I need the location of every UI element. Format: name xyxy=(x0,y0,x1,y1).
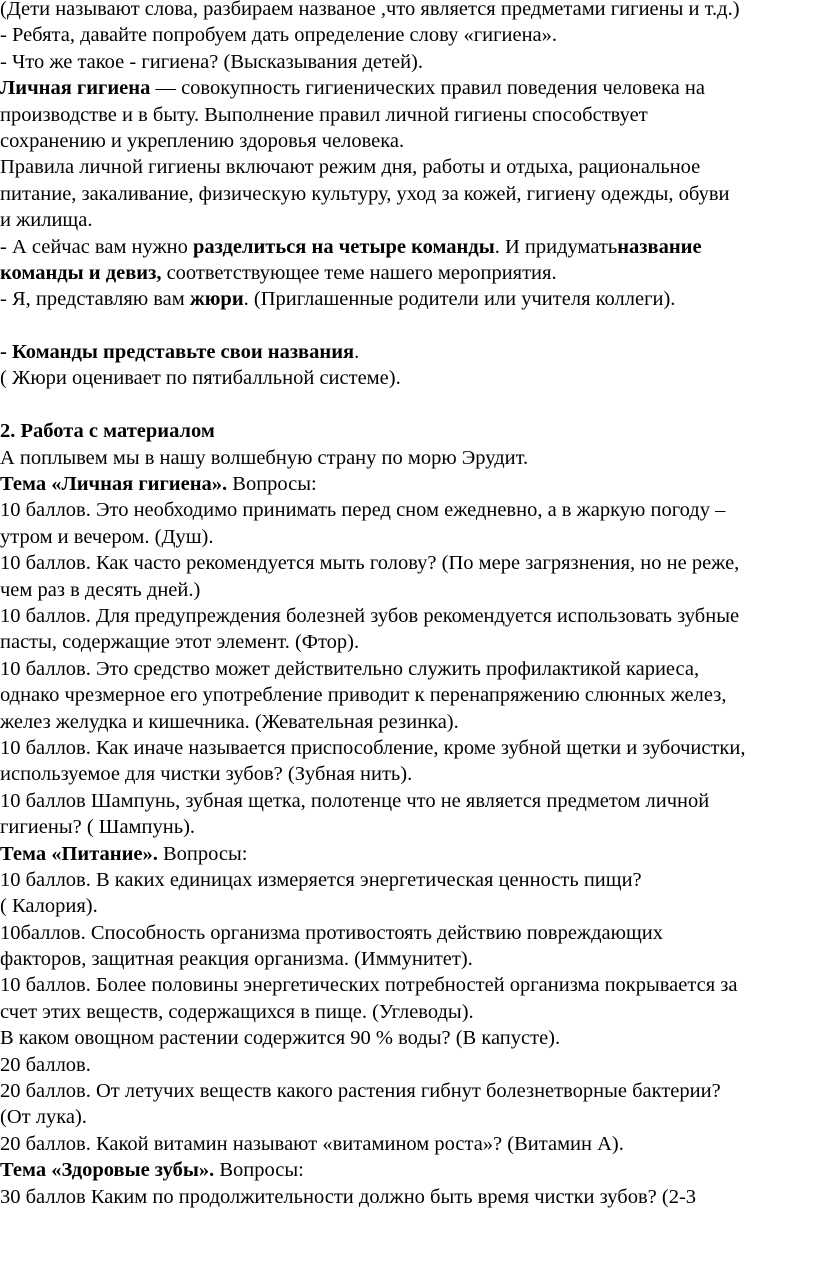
text-run: - Ребята, давайте попробуем дать определение слову «гигиена». xyxy=(0,24,558,47)
text-line xyxy=(0,365,816,391)
text-line xyxy=(0,761,816,787)
text-line xyxy=(0,920,816,946)
text-run: 20 баллов. xyxy=(0,1053,91,1076)
text-run: питание, закаливание, физическую культуру, уход за кожей, гигиену одежды, обуви xyxy=(0,182,730,205)
text-line xyxy=(0,524,816,550)
text-line xyxy=(0,814,816,840)
text-run: желез желудка и кишечника. (Жевательная резинка). xyxy=(0,710,459,733)
text-run: - Я, представляю вам xyxy=(0,288,190,311)
text-line xyxy=(0,154,816,180)
bold-text: название xyxy=(617,235,702,258)
text-line xyxy=(0,418,816,444)
text-line xyxy=(0,1078,816,1104)
text-run: Вопросы: xyxy=(227,473,317,496)
text-line xyxy=(0,49,816,75)
text-line xyxy=(0,234,816,260)
text-line xyxy=(0,603,816,629)
text-run: 20 баллов. От летучих веществ какого растения гибнут болезнетворные бактерии? xyxy=(0,1080,721,1103)
text-run: 10 баллов. Это необходимо принимать перед сном ежедневно, а в жаркую погоду – xyxy=(0,499,726,522)
text-line xyxy=(0,1184,816,1210)
text-line xyxy=(0,1025,816,1051)
text-run: однако чрезмерное его употребление приводит к перенапряжению слюнных желез, xyxy=(0,684,727,707)
text-run: . (Приглашенные родители или учителя коллеги). xyxy=(243,288,676,311)
text-run: . И придумать xyxy=(494,235,618,258)
text-run: 30 баллов Каким по продолжительности должно быть время чистки зубов? (2-3 xyxy=(0,1185,697,1208)
text-line xyxy=(0,1052,816,1078)
text-run: 20 баллов. Какой витамин называют «витамином роста»? (Витамин А). xyxy=(0,1132,624,1155)
text-run: (Дети называют слова, разбираем названое ,что является предметами гигиены и т.д.) xyxy=(0,0,740,20)
bold-text: команды и девиз, xyxy=(0,261,162,284)
text-line xyxy=(0,128,816,154)
text-line xyxy=(0,893,816,919)
text-run: А поплывем мы в нашу волшебную страну по морю Эрудит. xyxy=(0,446,529,469)
text-run: сохранению и укреплению здоровья человека. xyxy=(0,129,405,152)
text-line xyxy=(0,972,816,998)
text-run: утром и вечером. (Душ). xyxy=(0,525,214,548)
text-run: счет этих веществ, содержащихся в пище. (Углеводы). xyxy=(0,1000,474,1023)
blank-line xyxy=(0,392,816,418)
text-run: 10 баллов. Как часто рекомендуется мыть голову? (По мере загрязнения, но не реже, xyxy=(0,552,740,575)
text-line xyxy=(0,709,816,735)
text-run: чем раз в десять дней.) xyxy=(0,578,201,601)
bold-text: Тема «Личная гигиена». xyxy=(0,473,228,496)
bold-text: Тема «Питание». xyxy=(0,842,158,865)
text-line xyxy=(0,550,816,576)
text-line xyxy=(0,22,816,48)
blank-line xyxy=(0,313,816,339)
text-run: ( Калория). xyxy=(0,895,98,918)
text-line xyxy=(0,682,816,708)
text-line xyxy=(0,102,816,128)
text-run: и жилища. xyxy=(0,209,93,232)
bold-text: - Команды представьте свои названия xyxy=(0,341,355,364)
text-run: Правила личной гигиены включают режим дня, работы и отдыха, рациональное xyxy=(0,156,701,179)
text-line xyxy=(0,999,816,1025)
text-line xyxy=(0,75,816,101)
text-run: производстве и в быту. Выполнение правил личной гигиены способствует xyxy=(0,103,648,126)
text-line xyxy=(0,497,816,523)
text-run: 10 баллов Шампунь, зубная щетка, полотенце что не является предметом личной xyxy=(0,789,710,812)
text-run: 10 баллов. Как иначе называется приспособление, кроме зубной щетки и зубочистки, xyxy=(0,736,746,759)
text-line xyxy=(0,788,816,814)
text-line xyxy=(0,629,816,655)
text-run: 10баллов. Способность организма противостоять действию повреждающих xyxy=(0,921,663,944)
text-line xyxy=(0,286,816,312)
text-run: гигиены? ( Шампунь). xyxy=(0,816,196,839)
text-line xyxy=(0,656,816,682)
bold-text: 2. Работа с материалом xyxy=(0,420,215,443)
text-run: - А сейчас вам нужно xyxy=(0,235,193,258)
text-line xyxy=(0,1157,816,1183)
text-run: 10 баллов. В каких единицах измеряется энергетическая ценность пищи? xyxy=(0,868,642,891)
text-line xyxy=(0,445,816,471)
text-line xyxy=(0,207,816,233)
text-line xyxy=(0,867,816,893)
text-run: 10 баллов. Более половины энергетических потребностей организма покрывается за xyxy=(0,974,738,997)
text-run: пасты, содержащие этот элемент. (Фтор). xyxy=(0,631,360,654)
text-run: - Что же такое - гигиена? (Высказывания детей). xyxy=(0,50,424,73)
text-run: 10 баллов. Это средство может действительно служить профилактикой кариеса, xyxy=(0,657,700,680)
text-run: Вопросы: xyxy=(157,842,248,865)
text-run: 10 баллов. Для предупреждения болезней зубов рекомендуется использовать зубные xyxy=(0,604,740,627)
text-line xyxy=(0,0,816,22)
text-run: Вопросы: xyxy=(214,1159,304,1182)
text-run: . xyxy=(354,341,360,364)
text-run: (От лука). xyxy=(0,1106,87,1129)
bold-text: Личная гигиена xyxy=(0,77,151,100)
text-line xyxy=(0,471,816,497)
text-run: — совокупность гигиенических правил поведения человека на xyxy=(150,77,705,100)
bold-text: жюри xyxy=(189,288,244,311)
bold-text: Тема «Здоровые зубы». xyxy=(0,1159,215,1182)
text-line xyxy=(0,841,816,867)
text-line xyxy=(0,946,816,972)
text-line xyxy=(0,339,816,365)
text-run: факторов, защитная реакция организма. (Иммунитет). xyxy=(0,948,473,971)
text-run: используемое для чистки зубов? (Зубная нить). xyxy=(0,763,413,786)
text-line xyxy=(0,181,816,207)
text-run: соответствующее теме нашего мероприятия. xyxy=(161,261,557,284)
text-line xyxy=(0,735,816,761)
text-run: В каком овощном растении содержится 90 % воды? (В капусте). xyxy=(0,1027,561,1050)
bold-text: разделиться на четыре команды xyxy=(193,235,495,258)
text-line xyxy=(0,1104,816,1130)
text-line xyxy=(0,260,816,286)
text-line xyxy=(0,577,816,603)
text-line xyxy=(0,1131,816,1157)
text-run: ( Жюри оценивает по пятибалльной системе). xyxy=(0,367,401,390)
